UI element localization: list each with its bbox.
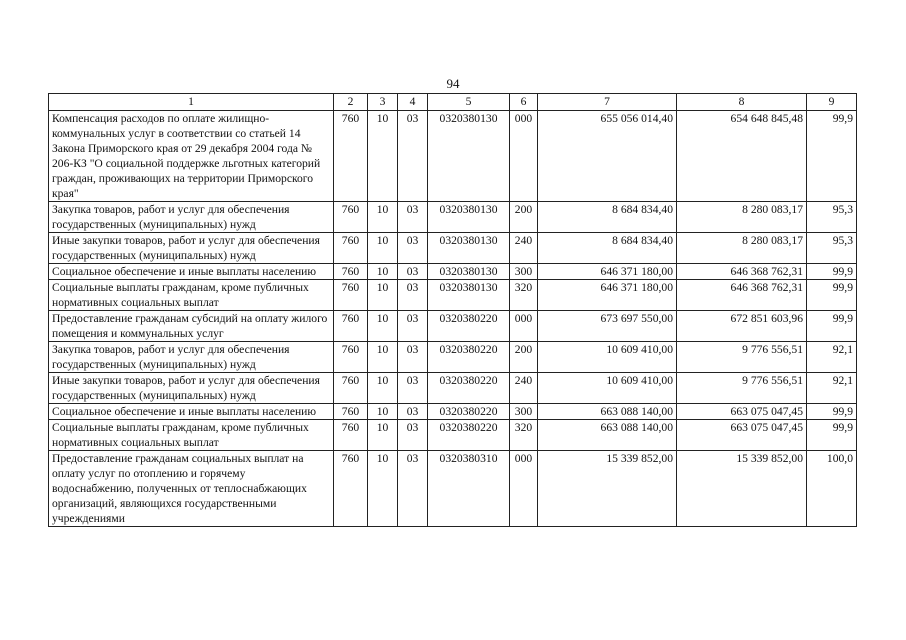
execution-percent: 92,1 [807, 373, 857, 404]
target-article-code: 0320380220 [428, 311, 510, 342]
table-row [49, 451, 857, 527]
table-row [49, 404, 857, 420]
planned-amount: 646 371 180,00 [538, 280, 677, 311]
section-code: 10 [368, 420, 398, 451]
table-row [49, 264, 857, 280]
planned-amount: 663 088 140,00 [538, 404, 677, 420]
executed-amount: 672 851 603,96 [677, 311, 807, 342]
section-code: 10 [368, 202, 398, 233]
subsection-code: 03 [398, 111, 428, 202]
section-code: 10 [368, 280, 398, 311]
section-code: 10 [368, 111, 398, 202]
subsection-code: 03 [398, 280, 428, 311]
planned-amount: 15 339 852,00 [538, 451, 677, 527]
table-header-row [49, 94, 857, 111]
budget-table [48, 93, 857, 527]
subsection-code: 03 [398, 373, 428, 404]
admin-code: 760 [334, 280, 368, 311]
execution-percent: 100,0 [807, 451, 857, 527]
table-row [49, 280, 857, 311]
execution-percent: 92,1 [807, 342, 857, 373]
expense-type-code: 320 [510, 420, 538, 451]
admin-code: 760 [334, 111, 368, 202]
table-row [49, 111, 857, 202]
planned-amount: 673 697 550,00 [538, 311, 677, 342]
subsection-code: 03 [398, 264, 428, 280]
subsection-code: 03 [398, 342, 428, 373]
table-row [49, 233, 857, 264]
section-code: 10 [368, 404, 398, 420]
admin-code: 760 [334, 311, 368, 342]
target-article-code: 0320380220 [428, 342, 510, 373]
admin-code: 760 [334, 451, 368, 527]
table-row [49, 311, 857, 342]
table-row [49, 342, 857, 373]
section-code: 10 [368, 342, 398, 373]
subsection-code: 03 [398, 451, 428, 527]
expense-type-code: 240 [510, 233, 538, 264]
expense-type-code: 000 [510, 451, 538, 527]
admin-code: 760 [334, 233, 368, 264]
column-header: 8 [677, 94, 807, 111]
target-article-code: 0320380310 [428, 451, 510, 527]
expense-type-code: 320 [510, 280, 538, 311]
page-number: 94 [446, 76, 460, 91]
column-header: 5 [428, 94, 510, 111]
expense-type-code: 200 [510, 202, 538, 233]
executed-amount: 654 648 845,48 [677, 111, 807, 202]
expense-type-code: 000 [510, 311, 538, 342]
target-article-code: 0320380220 [428, 420, 510, 451]
row-name: Социальные выплаты гражданам, кроме публичных нормативных социальных выплат [49, 280, 334, 311]
subsection-code: 03 [398, 233, 428, 264]
executed-amount: 9 776 556,51 [677, 373, 807, 404]
row-name: Закупка товаров, работ и услуг для обеспечения государственных (муниципальных) нужд [49, 202, 334, 233]
expense-type-code: 300 [510, 264, 538, 280]
planned-amount: 8 684 834,40 [538, 202, 677, 233]
column-header: 4 [398, 94, 428, 111]
table-row [49, 420, 857, 451]
admin-code: 760 [334, 373, 368, 404]
execution-percent: 99,9 [807, 280, 857, 311]
admin-code: 760 [334, 404, 368, 420]
column-header: 3 [368, 94, 398, 111]
subsection-code: 03 [398, 404, 428, 420]
row-name: Социальное обеспечение и иные выплаты населению [49, 264, 334, 280]
section-code: 10 [368, 264, 398, 280]
subsection-code: 03 [398, 311, 428, 342]
subsection-code: 03 [398, 202, 428, 233]
target-article-code: 0320380130 [428, 233, 510, 264]
column-header: 9 [807, 94, 857, 111]
planned-amount: 10 609 410,00 [538, 342, 677, 373]
subsection-code: 03 [398, 420, 428, 451]
execution-percent: 99,9 [807, 111, 857, 202]
execution-percent: 99,9 [807, 420, 857, 451]
row-name: Социальные выплаты гражданам, кроме публичных нормативных социальных выплат [49, 420, 334, 451]
admin-code: 760 [334, 264, 368, 280]
executed-amount: 15 339 852,00 [677, 451, 807, 527]
row-name: Закупка товаров, работ и услуг для обеспечения государственных (муниципальных) нужд [49, 342, 334, 373]
executed-amount: 663 075 047,45 [677, 404, 807, 420]
expense-type-code: 000 [510, 111, 538, 202]
row-name: Предоставление гражданам социальных выплат на оплату услуг по отоплению и горячему водоснабжению, полученных от теплоснабжающих организаций, являющихся государственными учреждениями [49, 451, 334, 527]
row-name: Компенсация расходов по оплате жилищно-коммунальных услуг в соответствии со статьей 14 Закона Приморского края от 29 декабря 2004 года № 206-КЗ "О социальной поддержке льготных категорий граждан, проживающих на территории Приморского края" [49, 111, 334, 202]
executed-amount: 663 075 047,45 [677, 420, 807, 451]
expense-type-code: 240 [510, 373, 538, 404]
executed-amount: 8 280 083,17 [677, 202, 807, 233]
section-code: 10 [368, 451, 398, 527]
row-name: Иные закупки товаров, работ и услуг для обеспечения государственных (муниципальных) нужд [49, 373, 334, 404]
planned-amount: 655 056 014,40 [538, 111, 677, 202]
admin-code: 760 [334, 342, 368, 373]
row-name: Иные закупки товаров, работ и услуг для обеспечения государственных (муниципальных) нужд [49, 233, 334, 264]
target-article-code: 0320380130 [428, 111, 510, 202]
row-name: Социальное обеспечение и иные выплаты населению [49, 404, 334, 420]
planned-amount: 10 609 410,00 [538, 373, 677, 404]
target-article-code: 0320380130 [428, 280, 510, 311]
expense-type-code: 300 [510, 404, 538, 420]
section-code: 10 [368, 373, 398, 404]
planned-amount: 8 684 834,40 [538, 233, 677, 264]
planned-amount: 663 088 140,00 [538, 420, 677, 451]
admin-code: 760 [334, 420, 368, 451]
section-code: 10 [368, 233, 398, 264]
executed-amount: 646 368 762,31 [677, 280, 807, 311]
target-article-code: 0320380130 [428, 264, 510, 280]
execution-percent: 95,3 [807, 202, 857, 233]
planned-amount: 646 371 180,00 [538, 264, 677, 280]
executed-amount: 646 368 762,31 [677, 264, 807, 280]
column-header: 7 [538, 94, 677, 111]
table-row [49, 373, 857, 404]
column-header: 2 [334, 94, 368, 111]
column-header: 1 [49, 94, 334, 111]
section-code: 10 [368, 311, 398, 342]
target-article-code: 0320380130 [428, 202, 510, 233]
row-name: Предоставление гражданам субсидий на оплату жилого помещения и коммунальных услуг [49, 311, 334, 342]
executed-amount: 8 280 083,17 [677, 233, 807, 264]
execution-percent: 95,3 [807, 233, 857, 264]
executed-amount: 9 776 556,51 [677, 342, 807, 373]
execution-percent: 99,9 [807, 264, 857, 280]
target-article-code: 0320380220 [428, 404, 510, 420]
execution-percent: 99,9 [807, 311, 857, 342]
table-row [49, 202, 857, 233]
column-header: 6 [510, 94, 538, 111]
execution-percent: 99,9 [807, 404, 857, 420]
target-article-code: 0320380220 [428, 373, 510, 404]
admin-code: 760 [334, 202, 368, 233]
expense-type-code: 200 [510, 342, 538, 373]
